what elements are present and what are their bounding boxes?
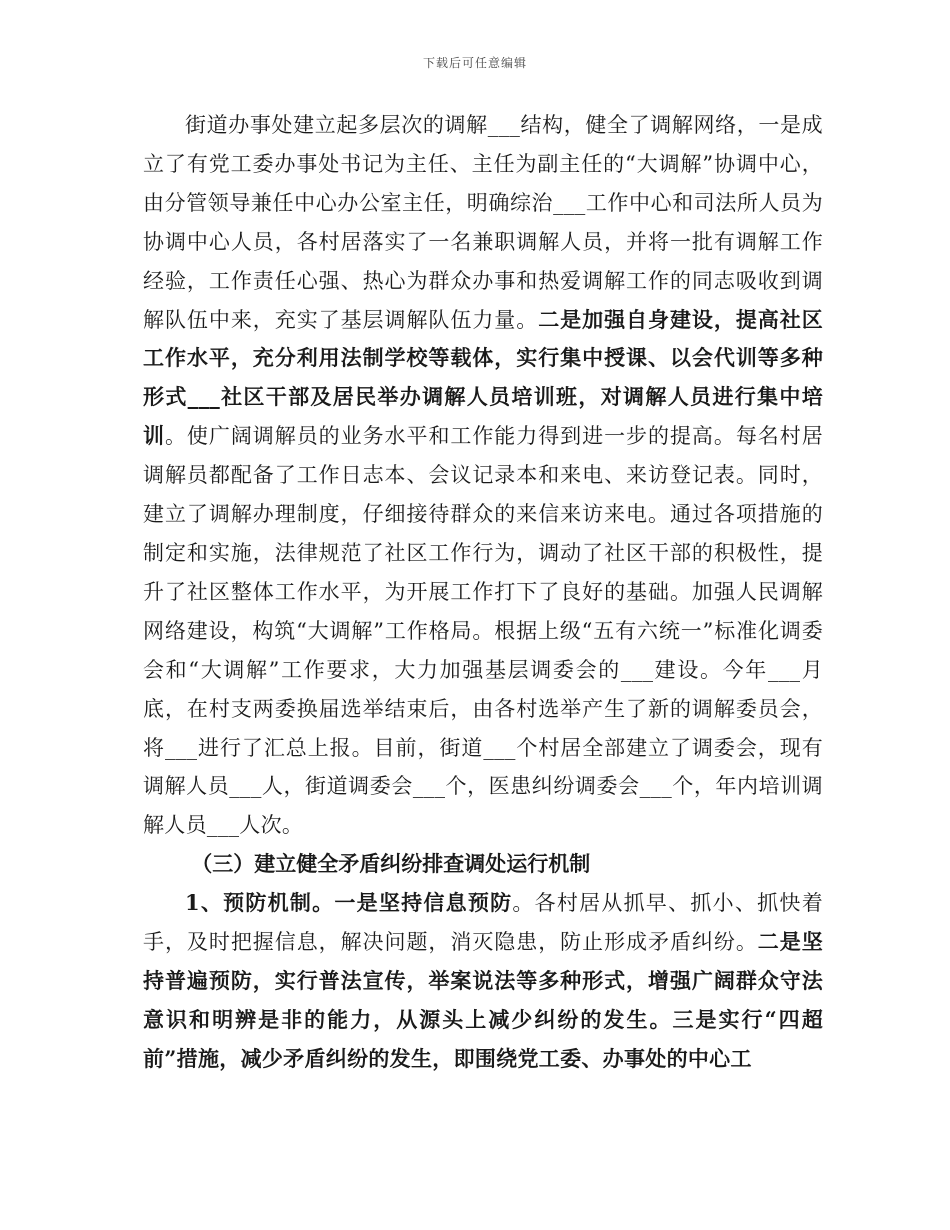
section-heading-3: （三）建立健全矛盾纠纷排查调处运行机制	[191, 851, 591, 877]
paragraph-mediation-structure	[143, 106, 823, 845]
paragraph2-text: 。各村居从抓早、抓小、抓快着手，及时把握信息，解决问题，消灭隐患，防止形成矛盾纠纷。	[143, 891, 823, 955]
paragraph1-bold-text: 二是加强自身建设，提高社区工作水平，充分利用法制学校等载体，实行集中授课、以会代训等多种形式___社区干部及居民举办调解人员培训班，对调解人员进行集中培训	[143, 306, 823, 449]
page-header-note: 下载后可任意编辑	[422, 56, 527, 70]
document-body	[143, 106, 823, 1079]
paragraph2-bold-text-1: 1、预防机制。一是坚持信息预防	[185, 890, 513, 916]
paragraph1-text-2: 。使广阔调解员的业务水平和工作能力得到进一步的提高。每名村居调解员都配备了工作日志本、会议记录本和来电、来访登记表。同时，建立了调解办理制度，仔细接待群众的来信来访来电。通过各项措施的制定和实施，法律规范了社区工作行为，调动了社区干部的积极性，提升了社区整体工作水平，为开展工作打下了良好的基础。加强人民调解网络建设，构筑“大调解”工作格局。根据上级“五有六统一”标准化调委会和“大调解”工作要求，大力加强基层调委会的___建设。今年___月底，在村支两委换届选举结束后，由各村选举产生了新的调解委员会，将___进行了汇总上报。目前，街道___个村居全部建立了调委会，现有调解人员___人，街道调委会___个，医患纠纷调委会___个，年内培训调解人员___人次。	[143, 424, 823, 838]
paragraph-prevention-mechanism	[143, 884, 823, 1079]
paragraph2-bold-text-2: 二是坚持普遍预防，实行普法宣传，举案说法等多种形式，增强广阔群众守法意识和明辨是非的能力，从源头上减少纠纷的发生。三是实行“四超前”措施，减少矛盾纠纷的发生，即围绕党工委、办事处的中心工	[143, 929, 823, 1071]
paragraph1-text-1: 街道办事处建立起多层次的调解___结构，健全了调解网络，一是成立了有党工委办事处书记为主任、主任为副主任的“大调解”协调中心，由分管领导兼任中心办公室主任，明确综治___工作中心和司法所人员为协调中心人员，各村居落实了一名兼职调解人员，并将一批有调解工作经验，工作责任心强、热心为群众办事和热爱调解工作的同志吸收到调解队伍中来，充实了基层调解队伍力量。	[143, 113, 823, 332]
